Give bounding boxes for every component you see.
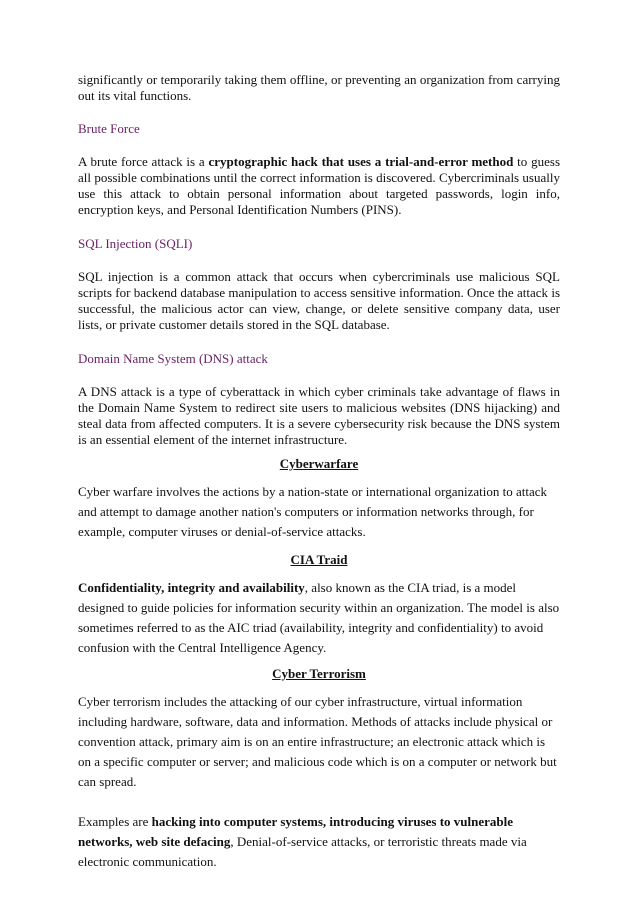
examples-paragraph: [78, 812, 560, 872]
intro-paragraph: significantly or temporarily taking them offline, or preventing an organization from carrying out its vital functions.: [78, 72, 560, 103]
brute-force-text-before: A brute force attack is a: [78, 154, 209, 169]
sqli-heading: SQL Injection (SQLI): [78, 236, 193, 251]
cia-text-bold: Confidentiality, integrity and availability: [78, 580, 305, 595]
examples-text-after: , Denial-of-service attacks, or terroristic threats made via electronic communication.: [78, 834, 527, 869]
cia-title: CIA Traid: [290, 552, 348, 567]
examples-text-bold: hacking into computer systems, introducing viruses to vulnerable networks, web site defacing: [78, 814, 514, 849]
brute-force-heading: Brute Force: [78, 121, 140, 136]
cia-paragraph: [78, 578, 560, 658]
brute-force-text-after: to guess all possible combinations until the correct information is discovered. Cybercriminals usually use this attack to obtain personal information about targeted passwords, login info, encryption keys, and Personal Identification Numbers (PINS).: [78, 154, 561, 217]
examples-text-before: Examples are: [78, 814, 152, 829]
sqli-paragraph: SQL injection is a common attack that occurs when cybercriminals use malicious SQL scripts for backend database manipulation to access sensitive information. Once the attack is successful, the malicious actor can view, change, or delete sensitive company data, user lists, or private customer details stored in the SQL database.: [78, 269, 560, 332]
brute-force-text-bold: cryptographic hack that uses a trial-and-error method: [208, 154, 514, 169]
cyber-terrorism-paragraph: Cyber terrorism includes the attacking of our cyber infrastructure, virtual information including hardware, software, data and information. Methods of attacks include physical or convention attack, primary aim is on an entire infrastructure; an electronic attack which is on a specific computer or server; and malicious code which is on a computer or network but can spread.: [78, 694, 557, 789]
cia-text-after: , also known as the CIA triad, is a model designed to guide policies for information security within an organization. The model is also sometimes referred to as the AIC triad (availability, integrity and confidentiality) to avoid confusion with the Central Intelligence Agency.: [78, 580, 560, 655]
dns-paragraph: A DNS attack is a type of cyberattack in which cyber criminals take advantage of flaws in the Domain Name System to redirect site users to malicious websites (DNS hijacking) and steal data from affected computers. It is a severe cybersecurity risk because the DNS system is an essential element of the internet infrastructure.: [78, 384, 560, 447]
cyberwarfare-title: Cyberwarfare: [279, 456, 359, 471]
brute-force-paragraph: [78, 154, 560, 218]
dns-heading: Domain Name System (DNS) attack: [78, 351, 268, 366]
cyberwarfare-paragraph: Cyber warfare involves the actions by a nation-state or international organization to attack and attempt to damage another nation's computers or information networks through, for example, computer viruses or denial-of-service attacks.: [78, 484, 548, 539]
cyber-terrorism-title: Cyber Terrorism: [272, 666, 366, 681]
